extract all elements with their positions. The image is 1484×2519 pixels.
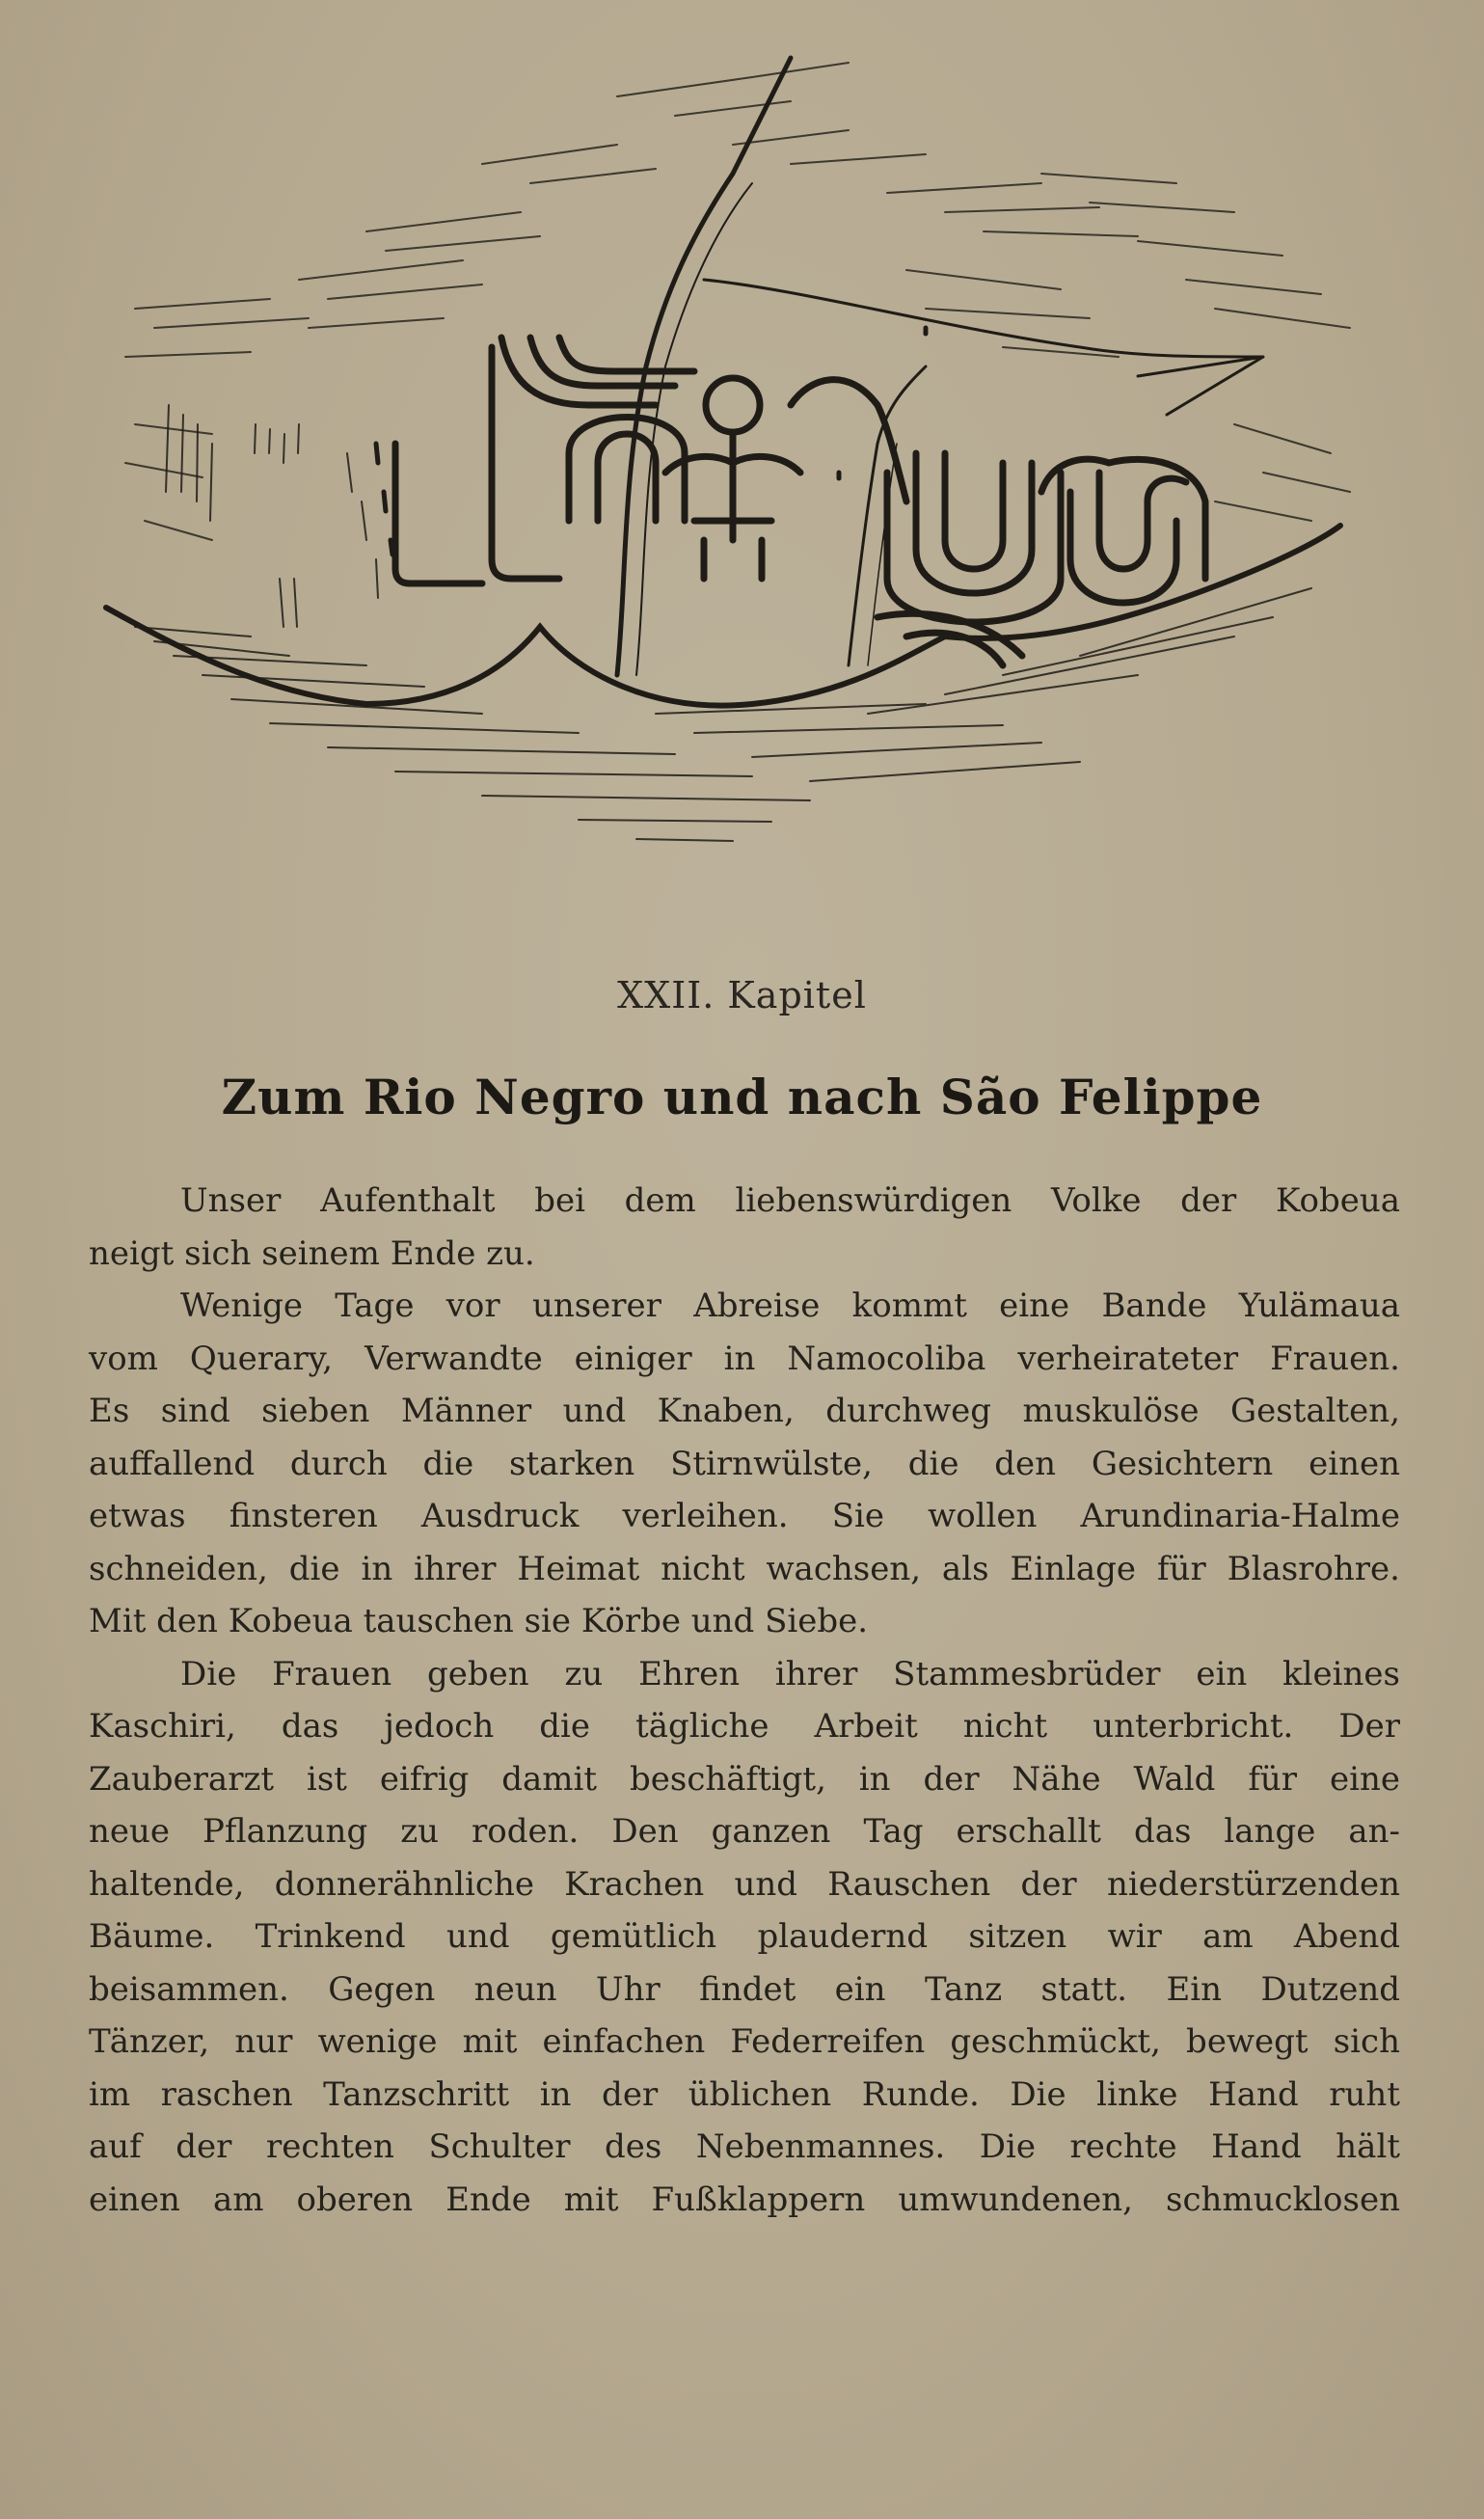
- chapter-number: XXII. Kapitel: [617, 974, 867, 1016]
- text-line: Zauberarzt ist eifrig damit beschäftigt, in der Nähe Wald für eine: [89, 1759, 1400, 1799]
- text-line: vom Querary, Verwandte einiger in Namocoliba verheirateter Frauen.: [89, 1339, 1400, 1378]
- body-text: [89, 1175, 1400, 2226]
- text-line: Tänzer, nur wenige mit einfachen Federreifen geschmückt, bewegt sich: [89, 2022, 1400, 2061]
- text-line: Die Frauen geben zu Ehren ihrer Stammesbrüder ein kleines: [180, 1654, 1400, 1693]
- text-line: haltende, donnerähnliche Krachen und Rauschen der niederstürzenden: [89, 1864, 1400, 1904]
- paragraph-3: [89, 1648, 1400, 2227]
- text-line: Kaschiri, das jedoch die tägliche Arbeit nicht unterbricht. Der: [89, 1707, 1400, 1746]
- text-line: neue Pflanzung zu roden. Den ganzen Tag erschallt das lange an-: [89, 1812, 1400, 1851]
- text-line: Unser Aufenthalt bei dem liebenswürdigen Volke der Kobeua: [180, 1181, 1400, 1220]
- paragraph-2: [89, 1280, 1400, 1648]
- text-line: Es sind sieben Männer und Knaben, durchweg muskulöse Gestalten,: [89, 1392, 1400, 1430]
- text-line: neigt sich seinem Ende zu.: [89, 1233, 535, 1273]
- text-line: auffallend durch die starken Stirnwülste, die den Gesichtern einen: [89, 1444, 1400, 1483]
- paragraph-1: [89, 1175, 1400, 1280]
- text-line: im raschen Tanzschritt in der üblichen Runde. Die linke Hand ruht: [89, 2074, 1400, 2114]
- text-line: beisammen. Gegen neun Uhr findet ein Tanz statt. Ein Dutzend: [89, 1969, 1400, 2009]
- text-line: auf der rechten Schulter des Nebenmannes. Die rechte Hand hält: [89, 2127, 1400, 2166]
- text-line: etwas finsteren Ausdruck verleihen. Sie wollen Arundinaria-Halme: [89, 1497, 1400, 1535]
- text-line: einen am oberen Ende mit Fußklappern umwundenen, schmucklosen: [89, 2180, 1400, 2219]
- chapter-title: Zum Rio Negro und nach São Felippe: [221, 1069, 1263, 1125]
- text-line: schneiden, die in ihrer Heimat nicht wachsen, als Einlage für Blasrohre.: [89, 1549, 1400, 1588]
- text-line: Wenige Tage vor unserer Abreise kommt eine Bande Yulämaua: [180, 1287, 1400, 1325]
- petroglyph-illustration: [77, 39, 1389, 868]
- text-line: Mit den Kobeua tauschen sie Körbe und Siebe.: [89, 1602, 869, 1640]
- text-line: Bäume. Trinkend und gemütlich plaudernd sitzen wir am Abend: [89, 1917, 1400, 1956]
